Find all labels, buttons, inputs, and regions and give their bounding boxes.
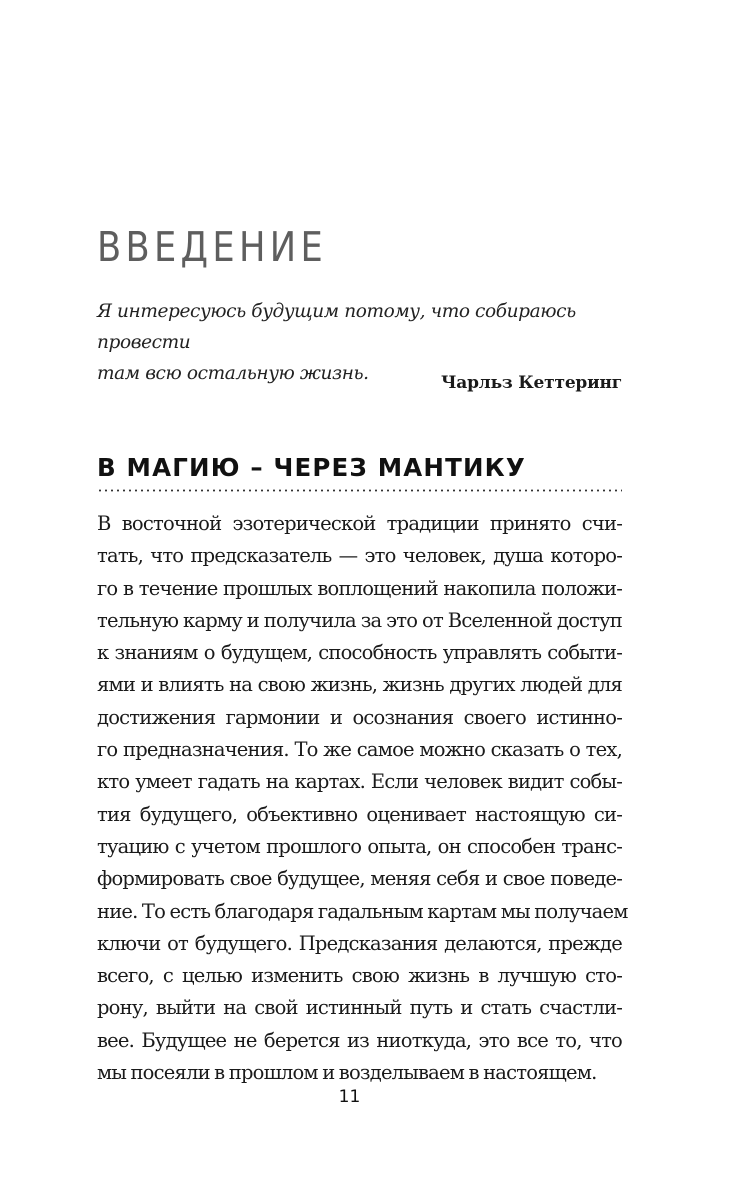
epigraph-line: там всю остальную жизнь.: [97, 363, 369, 384]
chapter-title: ВВЕДЕНИЕ: [97, 223, 328, 271]
paragraph-line: ключи от будущего. Предсказания делаются, прежде: [97, 931, 622, 955]
paragraph-line: всего, с целью изменить свою жизнь в лучшую сто-: [97, 964, 622, 988]
paragraph-line: достижения гармонии и осознания своего истинно-: [97, 705, 622, 729]
paragraph-line: к знаниям о будущем, способность управлять событи-: [97, 641, 622, 665]
paragraph-line: формировать свое будущее, меняя себя и свое поведе-: [97, 867, 622, 891]
paragraph-line: тать, что предсказатель — это человек, душа которо-: [97, 544, 622, 568]
paragraph-line: вее. Будущее не берется из ниоткуда, это все то, что: [97, 1028, 622, 1052]
paragraph-line: го предназначения. То же самое можно сказать о тех,: [97, 738, 622, 762]
epigraph-author: Чарльз Кеттеринг: [440, 373, 622, 393]
page-number: 11: [338, 1087, 361, 1107]
paragraph-line: тия будущего, объективно оценивает настоящую си-: [97, 802, 622, 826]
epigraph-line: Я интересуюсь будущим потому, что собираюсь провести: [97, 301, 576, 353]
paragraph-line: туацию с учетом прошлого опыта, он способен транс-: [97, 834, 622, 858]
paragraph-line: го в течение прошлых воплощений накопила положи-: [97, 576, 622, 600]
paragraph-line: мы посеяли в прошлом и возделываем в настоящем.: [97, 1061, 597, 1085]
section-heading: В МАГИЮ – ЧЕРЕЗ МАНТИКУ: [97, 453, 526, 482]
paragraph-line: рону, выйти на свой истинный путь и стать счастли-: [97, 996, 622, 1020]
paragraph-line: тельную карму и получила за это от Вселенной доступ: [97, 608, 622, 632]
paragraph-line: ями и влиять на свою жизнь, жизнь других людей для: [97, 673, 622, 697]
dotted-divider: [97, 489, 622, 492]
paragraph-line: ние. То есть благодаря гадальным картам мы получаем: [97, 899, 628, 923]
body-paragraph: [97, 508, 628, 1089]
paragraph-line: В восточной эзотерической традиции принято счи-: [97, 512, 622, 535]
paragraph-line: кто умеет гадать на картах. Если человек видит собы-: [97, 770, 622, 794]
